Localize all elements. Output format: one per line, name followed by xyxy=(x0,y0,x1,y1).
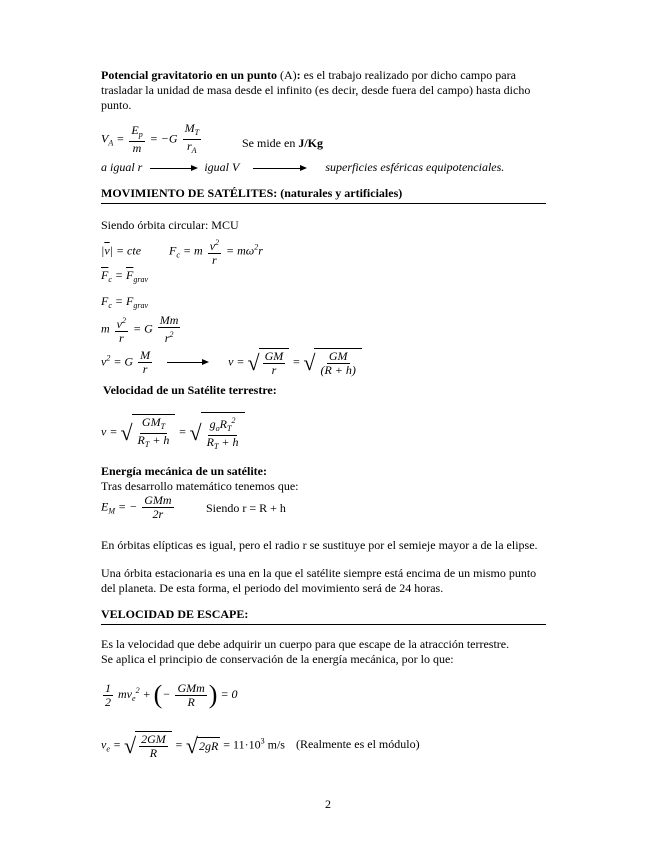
formula-m-v2-r: m $\frac{v^2}{r}$ = G $\frac{Mm}{r^2}$ xyxy=(101,313,179,345)
units-line xyxy=(242,136,323,151)
estacionaria-text: Una órbita estacionaria es una en la que el satélite siempre está encima de un mismo punto del planeta. De esta forma, el periodo del movimiento será de 24 horas. xyxy=(101,566,537,595)
potencial-paragraph xyxy=(101,68,546,113)
orbit-text: Siendo órbita circular: MCU xyxy=(101,218,239,232)
escape-result: = 11·10 xyxy=(223,737,261,752)
formula-escape-velocity: $v_e$ = √ $\frac{2GM}{R}$ = √ 2gR = $11\cdot 10^3$ m/s (Realmente es el módulo) xyxy=(101,732,420,760)
potencial-colon: : xyxy=(296,68,301,82)
potencial-title: Potencial gravitatorio en un punto xyxy=(101,68,277,82)
energy-title: Energía mecánica de un satélite: xyxy=(101,464,267,478)
formula-energy-conservation: $\frac{1}{2}$ $mv_e^2$ + (− $\frac{\text{GMm}}{R}$ ) = 0 xyxy=(105,680,238,709)
escape-units: m/s xyxy=(264,737,285,752)
arrow-icon xyxy=(167,362,207,363)
energy-text: Tras desarrollo matemático tenemos que: xyxy=(101,479,299,493)
potencial-formula: $V_A$ = $\frac{E_p}{m}$ = −G $\frac{M_T}{r_A}$ xyxy=(101,121,200,155)
elipticas-text: En órbitas elípticas es igual, pero el radio r se sustituye por el semieje mayor a de la elipse. xyxy=(101,538,538,552)
escape-note: (Realmente es el módulo) xyxy=(295,737,420,752)
potencial-text: es el trabajo realizado por dicho campo para trasladar la unidad de masa desde el infinito (es decir, desde fuera del campo) hasta dicho punto. xyxy=(101,68,531,112)
formula-velocity-centripetal: $|\overline{v}|$ = cte $F_c = m$ $\frac{v^2}{r}$ = $m\omega^2r$ xyxy=(101,238,263,267)
formula-force-equal: $F_c = F_{grav}$ xyxy=(101,294,149,310)
equipotential-line xyxy=(101,160,504,175)
units-prefix: Se mide en xyxy=(242,136,299,150)
formula-energy: $E_M$ = − $\frac{\text{GMm}}{2r}$ xyxy=(101,493,172,521)
page-number: 2 xyxy=(325,797,331,811)
equal-r-label: a igual r xyxy=(101,160,143,174)
arrow-icon xyxy=(150,168,196,169)
formula-force-vectors: $\overline{F}_c = \overline{F}_{grav}$ xyxy=(101,268,149,284)
section-heading-satelites: MOVIMIENTO DE SATÉLITES: (naturales y artificiales) xyxy=(101,186,546,204)
siendo-r-text: Siendo r = R + h xyxy=(206,501,286,515)
escape-result-exponent: 3 xyxy=(260,736,265,746)
escape-text-2: Se aplica el principio de conservación de la energía mecánica, por lo que: xyxy=(101,652,454,666)
velocity-title: Velocidad de un Satélite terrestre: xyxy=(103,383,277,397)
equal-v-label: igual V xyxy=(204,160,240,174)
units-value: J/Kg xyxy=(298,136,323,150)
potencial-symbol: (A) xyxy=(277,68,297,82)
formula-v-terrestre: v = √ $\frac{GM_T}{R_T + h}$ = √ $\frac{g_oR_T^2}{R_T + h}$ xyxy=(101,412,245,453)
escape-text-1: Es la velocidad que debe adquirir un cuerpo para que escape de la atracción terrestre. xyxy=(101,637,510,651)
equipotential-label: superficies esféricas equipotenciales. xyxy=(325,160,505,174)
formula-v-orbital: $v^2 = G$ $\frac{M}{r}$ v = √ $\frac{GM}{r}$ = √ $\frac{GM}{(R + h)}$ xyxy=(101,348,362,377)
arrow-icon xyxy=(253,168,305,169)
section-heading-escape: VELOCIDAD DE ESCAPE: xyxy=(101,607,546,625)
